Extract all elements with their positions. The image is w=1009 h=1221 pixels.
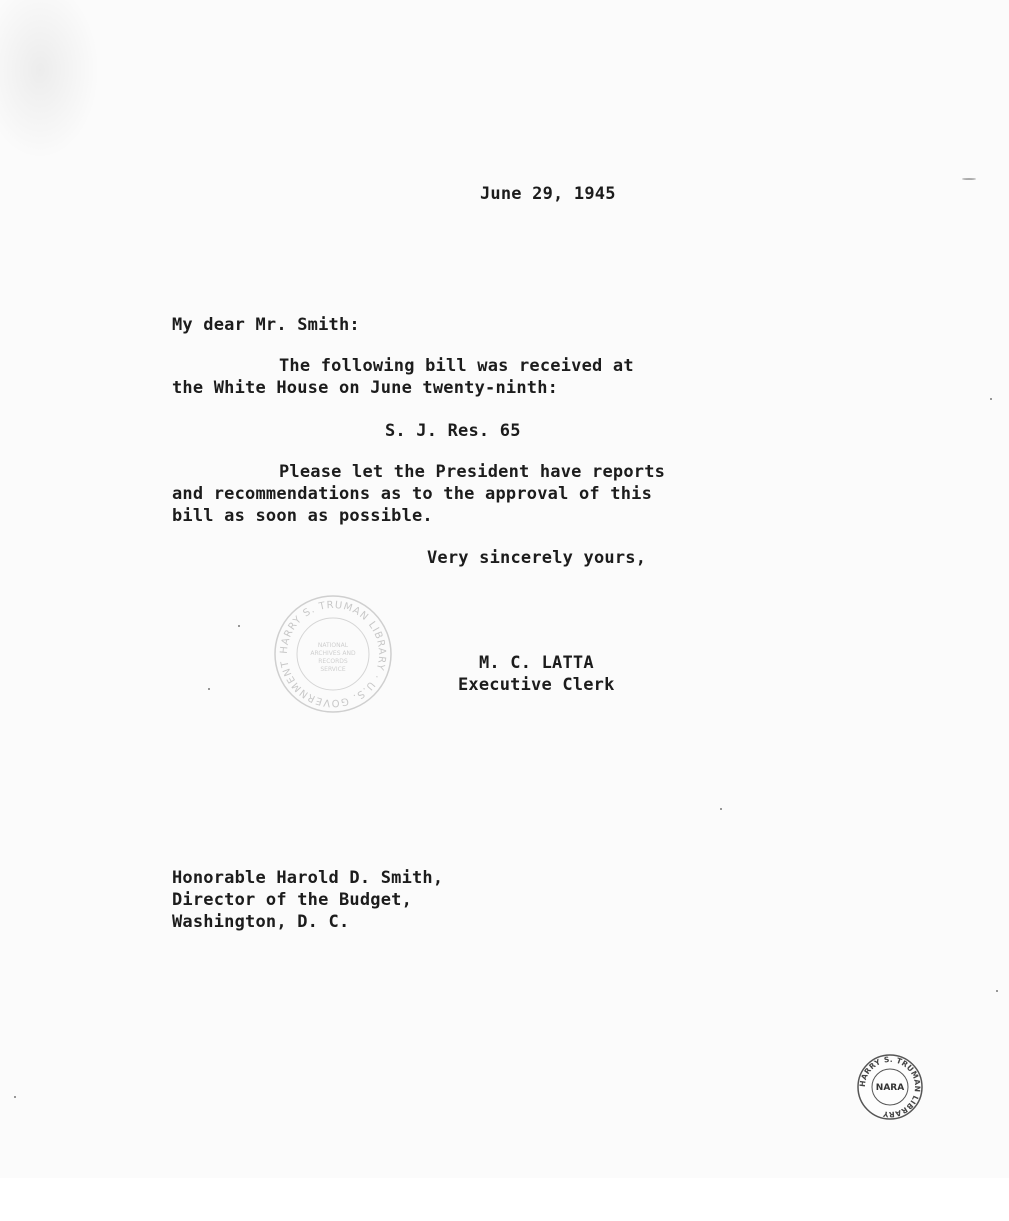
body-paragraph-1-line-2: the White House on June twenty-ninth: — [172, 378, 559, 398]
body-paragraph-2-line-2: and recommendations as to the approval of this — [172, 484, 653, 504]
addressee-line-1: Honorable Harold D. Smith, — [172, 868, 444, 888]
scan-speck — [208, 688, 210, 690]
letter-date: June 29, 1945 — [480, 184, 616, 204]
scan-speck — [990, 398, 992, 400]
scan-margin — [0, 1178, 1009, 1221]
faded-library-stamp — [272, 593, 394, 715]
scan-speck — [720, 808, 722, 810]
svg-text:ARCHIVES AND: ARCHIVES AND — [310, 650, 356, 657]
body-paragraph-2-line-1: Please let the President have reports — [279, 462, 666, 482]
scan-speck — [238, 625, 240, 627]
svg-text:RECORDS: RECORDS — [318, 658, 348, 665]
body-paragraph-2-line-3: bill as soon as possible. — [172, 506, 433, 526]
svg-text:HARRY S. TRUMAN LIBRARY: HARRY S. TRUMAN LIBRARY — [857, 1054, 923, 1120]
closing: Very sincerely yours, — [427, 548, 647, 568]
svg-text:HARRY S. TRUMAN LIBRARY · U.S.: HARRY S. TRUMAN LIBRARY · U.S. GOVERNMENT — [278, 599, 388, 709]
signer-title: Executive Clerk — [458, 675, 615, 695]
svg-text:NARA: NARA — [875, 1083, 905, 1093]
nara-library-stamp — [856, 1053, 924, 1121]
scan-speck — [996, 990, 998, 992]
svg-text:SERVICE: SERVICE — [320, 666, 346, 673]
scan-mark — [962, 178, 976, 180]
svg-text:NATIONAL: NATIONAL — [317, 642, 349, 649]
addressee-line-2: Director of the Budget, — [172, 890, 413, 910]
addressee-line-3: Washington, D. C. — [172, 912, 350, 932]
body-paragraph-1-line-1: The following bill was received at — [279, 356, 634, 376]
salutation: My dear Mr. Smith: — [172, 315, 360, 335]
bill-reference: S. J. Res. 65 — [385, 421, 521, 441]
scan-speck — [14, 1096, 16, 1098]
signer-name: M. C. LATTA — [479, 653, 594, 673]
